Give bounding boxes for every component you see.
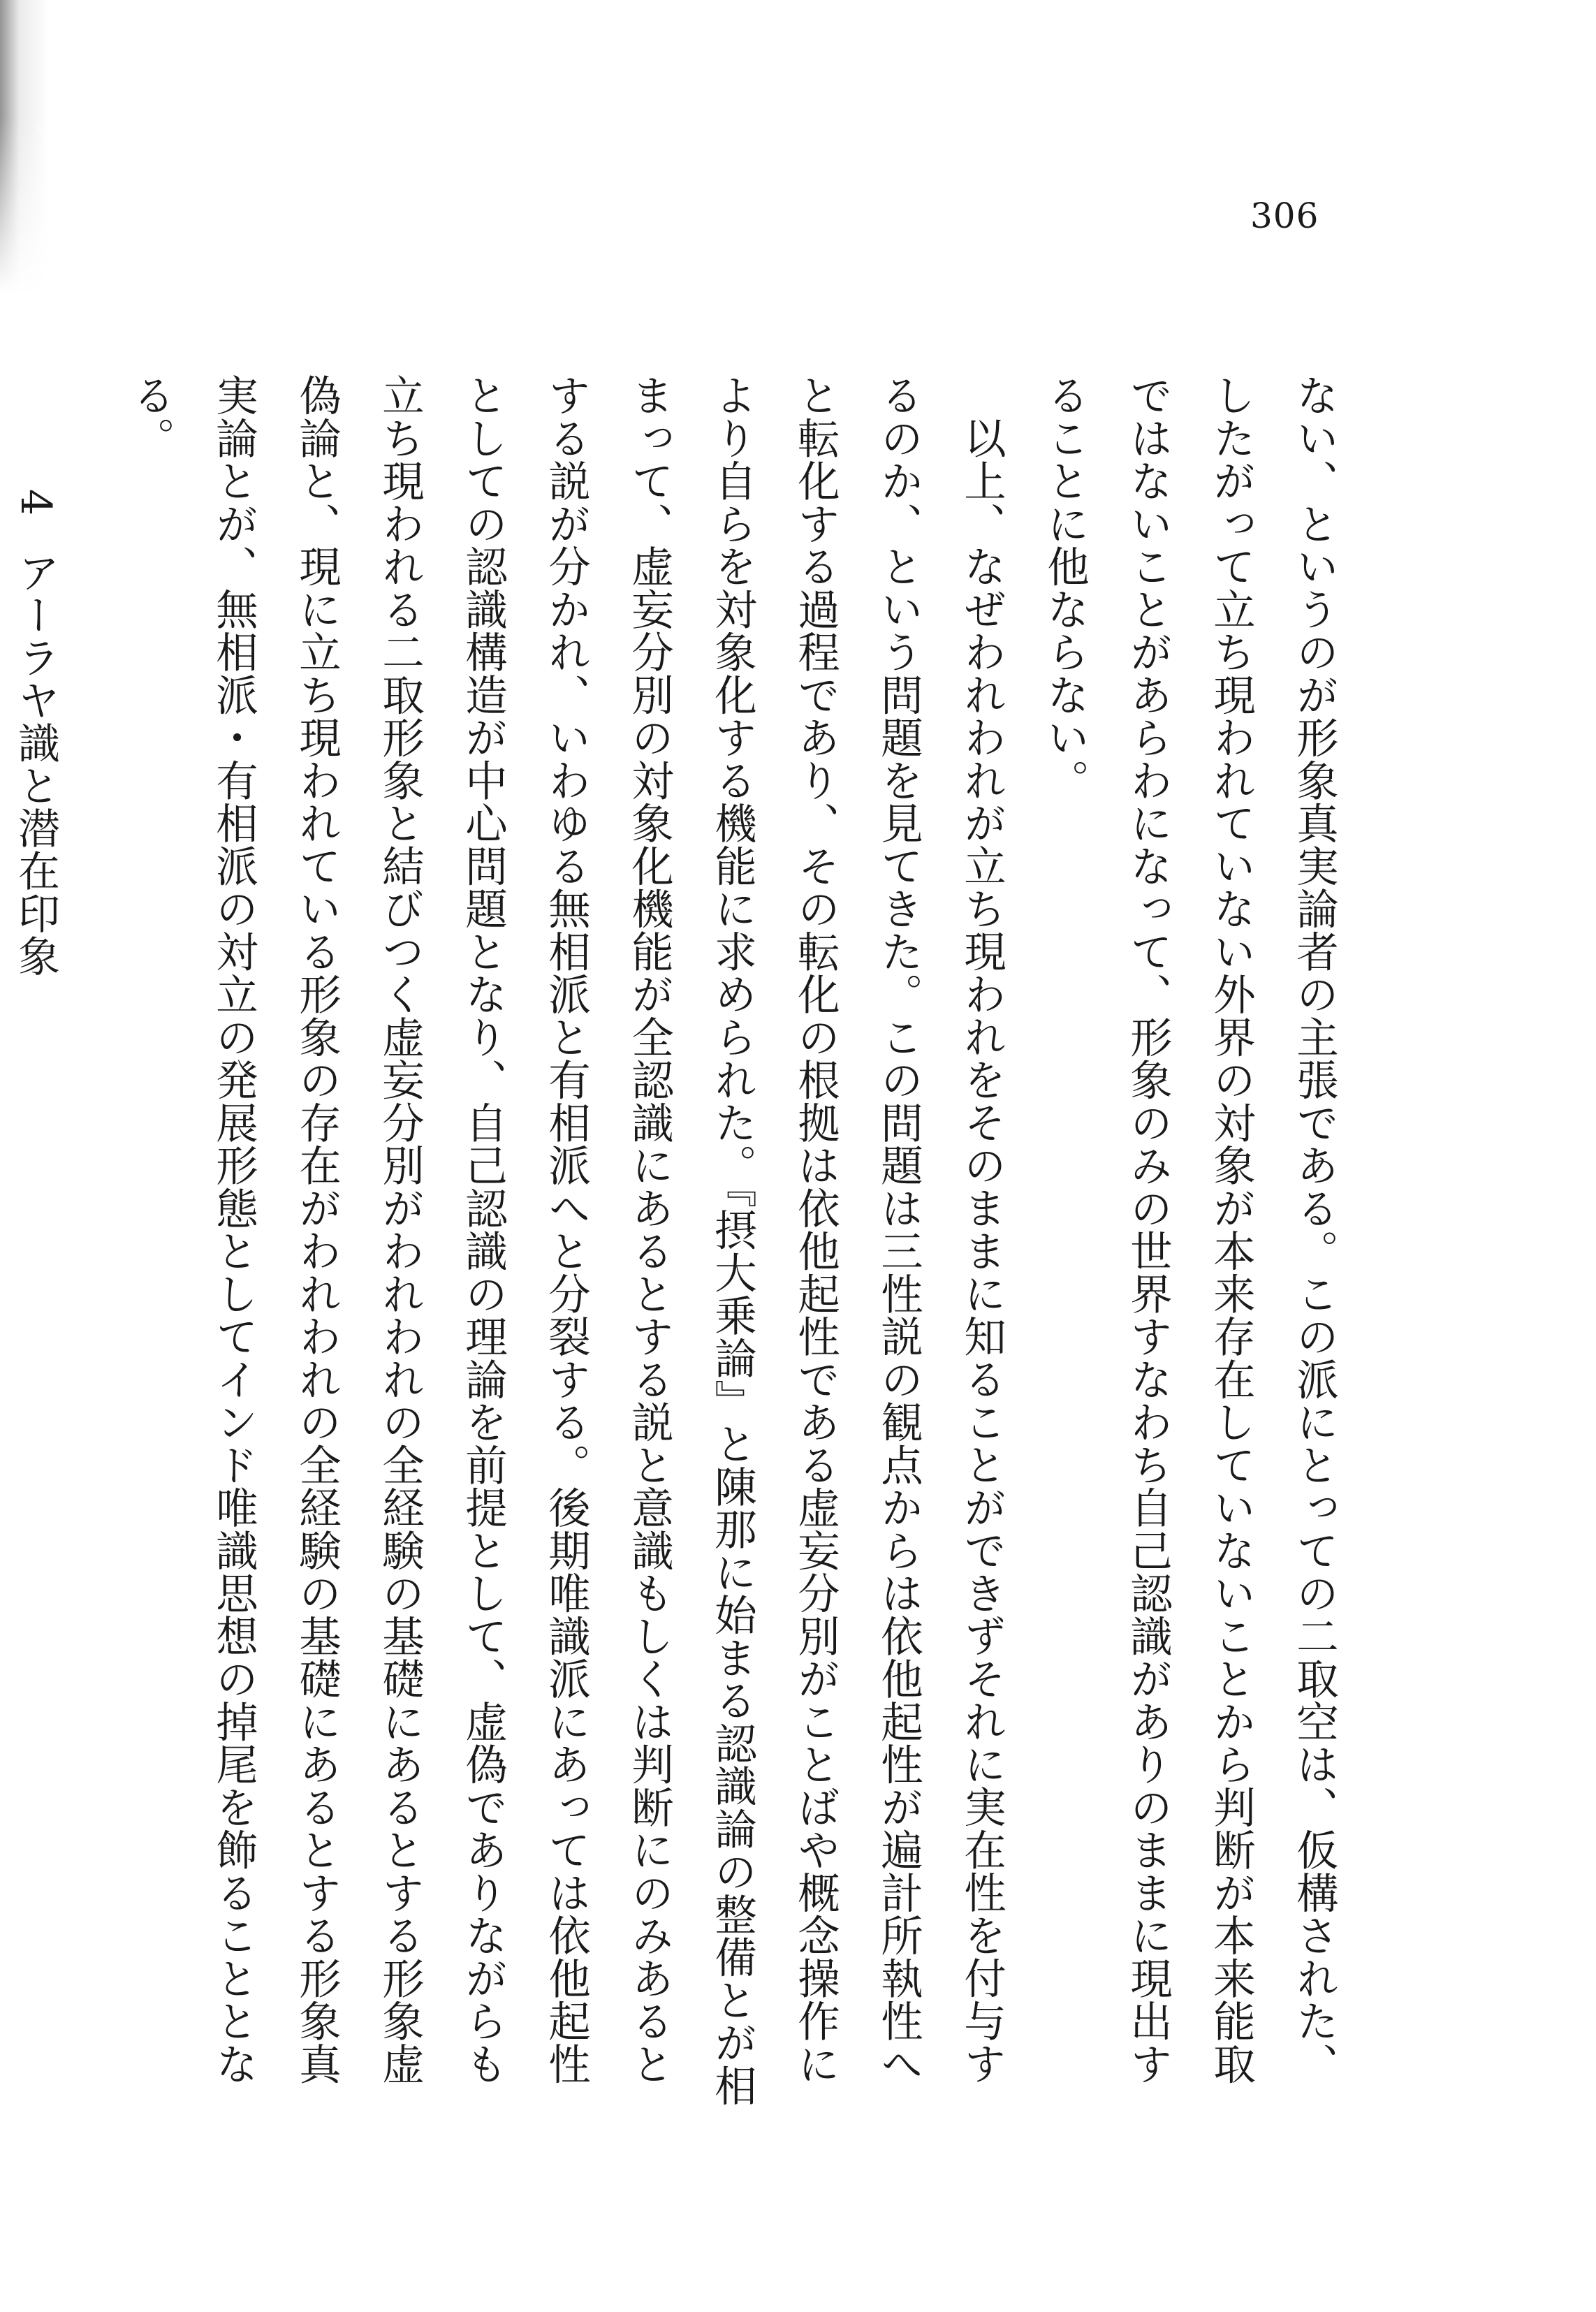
vertical-text-body [0, 374, 1355, 2120]
paragraph-1: ない、というのが形象真実論者の主張である。この派にとっての二取空は、仮構された、したがって立ち現われていない外界の対象が本来存在していないことから判断が本来能取ではないことがあらわになって、形象のみの世界すなわち自己認識がありのままに現出することに他ならない。 [1040, 374, 1338, 2085]
section-number: 4 [11, 489, 60, 517]
scan-edge-shadow [0, 0, 49, 293]
page-number: 306 [1250, 196, 1319, 236]
paragraph-2: 以上、なぜわれわれが立ち現われをそのままに知ることができずそれに実在性を付与するのか、という問題を見てきた。この問題は三性説の観点からは依他起性が遍計所執性へと転化する過程であり、その転化の根拠は依他起性である虚妄分別がことばや概念操作により自らを対象化する機能に求められた。『摂大乗論』と陳那に始まる認識論の整備とが相まって、虚妄分別の対象化機能が全認識にあるとする説と意識もしくは判断にのみあるとする説が分かれ、いわゆる無相派と有相派へと分裂する。後期唯識派にあっては依他起性としての認識構造が中心問題となり、自己認識の理論を前提として、虚偽でありながらも立ち現われる二取形象と結びつく虚妄分別がわれわれの全経験の基礎にあるとする形象虚偽論と、現に立ち現われている形象の存在がわれわれの全経験の基礎にあるとする形象真実論とが、無相派・有相派の対立の発展形態としてインド唯識思想の掉尾を飾ることとなる。 [126, 374, 1006, 2107]
section-title: アーラヤ識と潜在印象 [11, 551, 60, 978]
section-heading [0, 374, 77, 2120]
